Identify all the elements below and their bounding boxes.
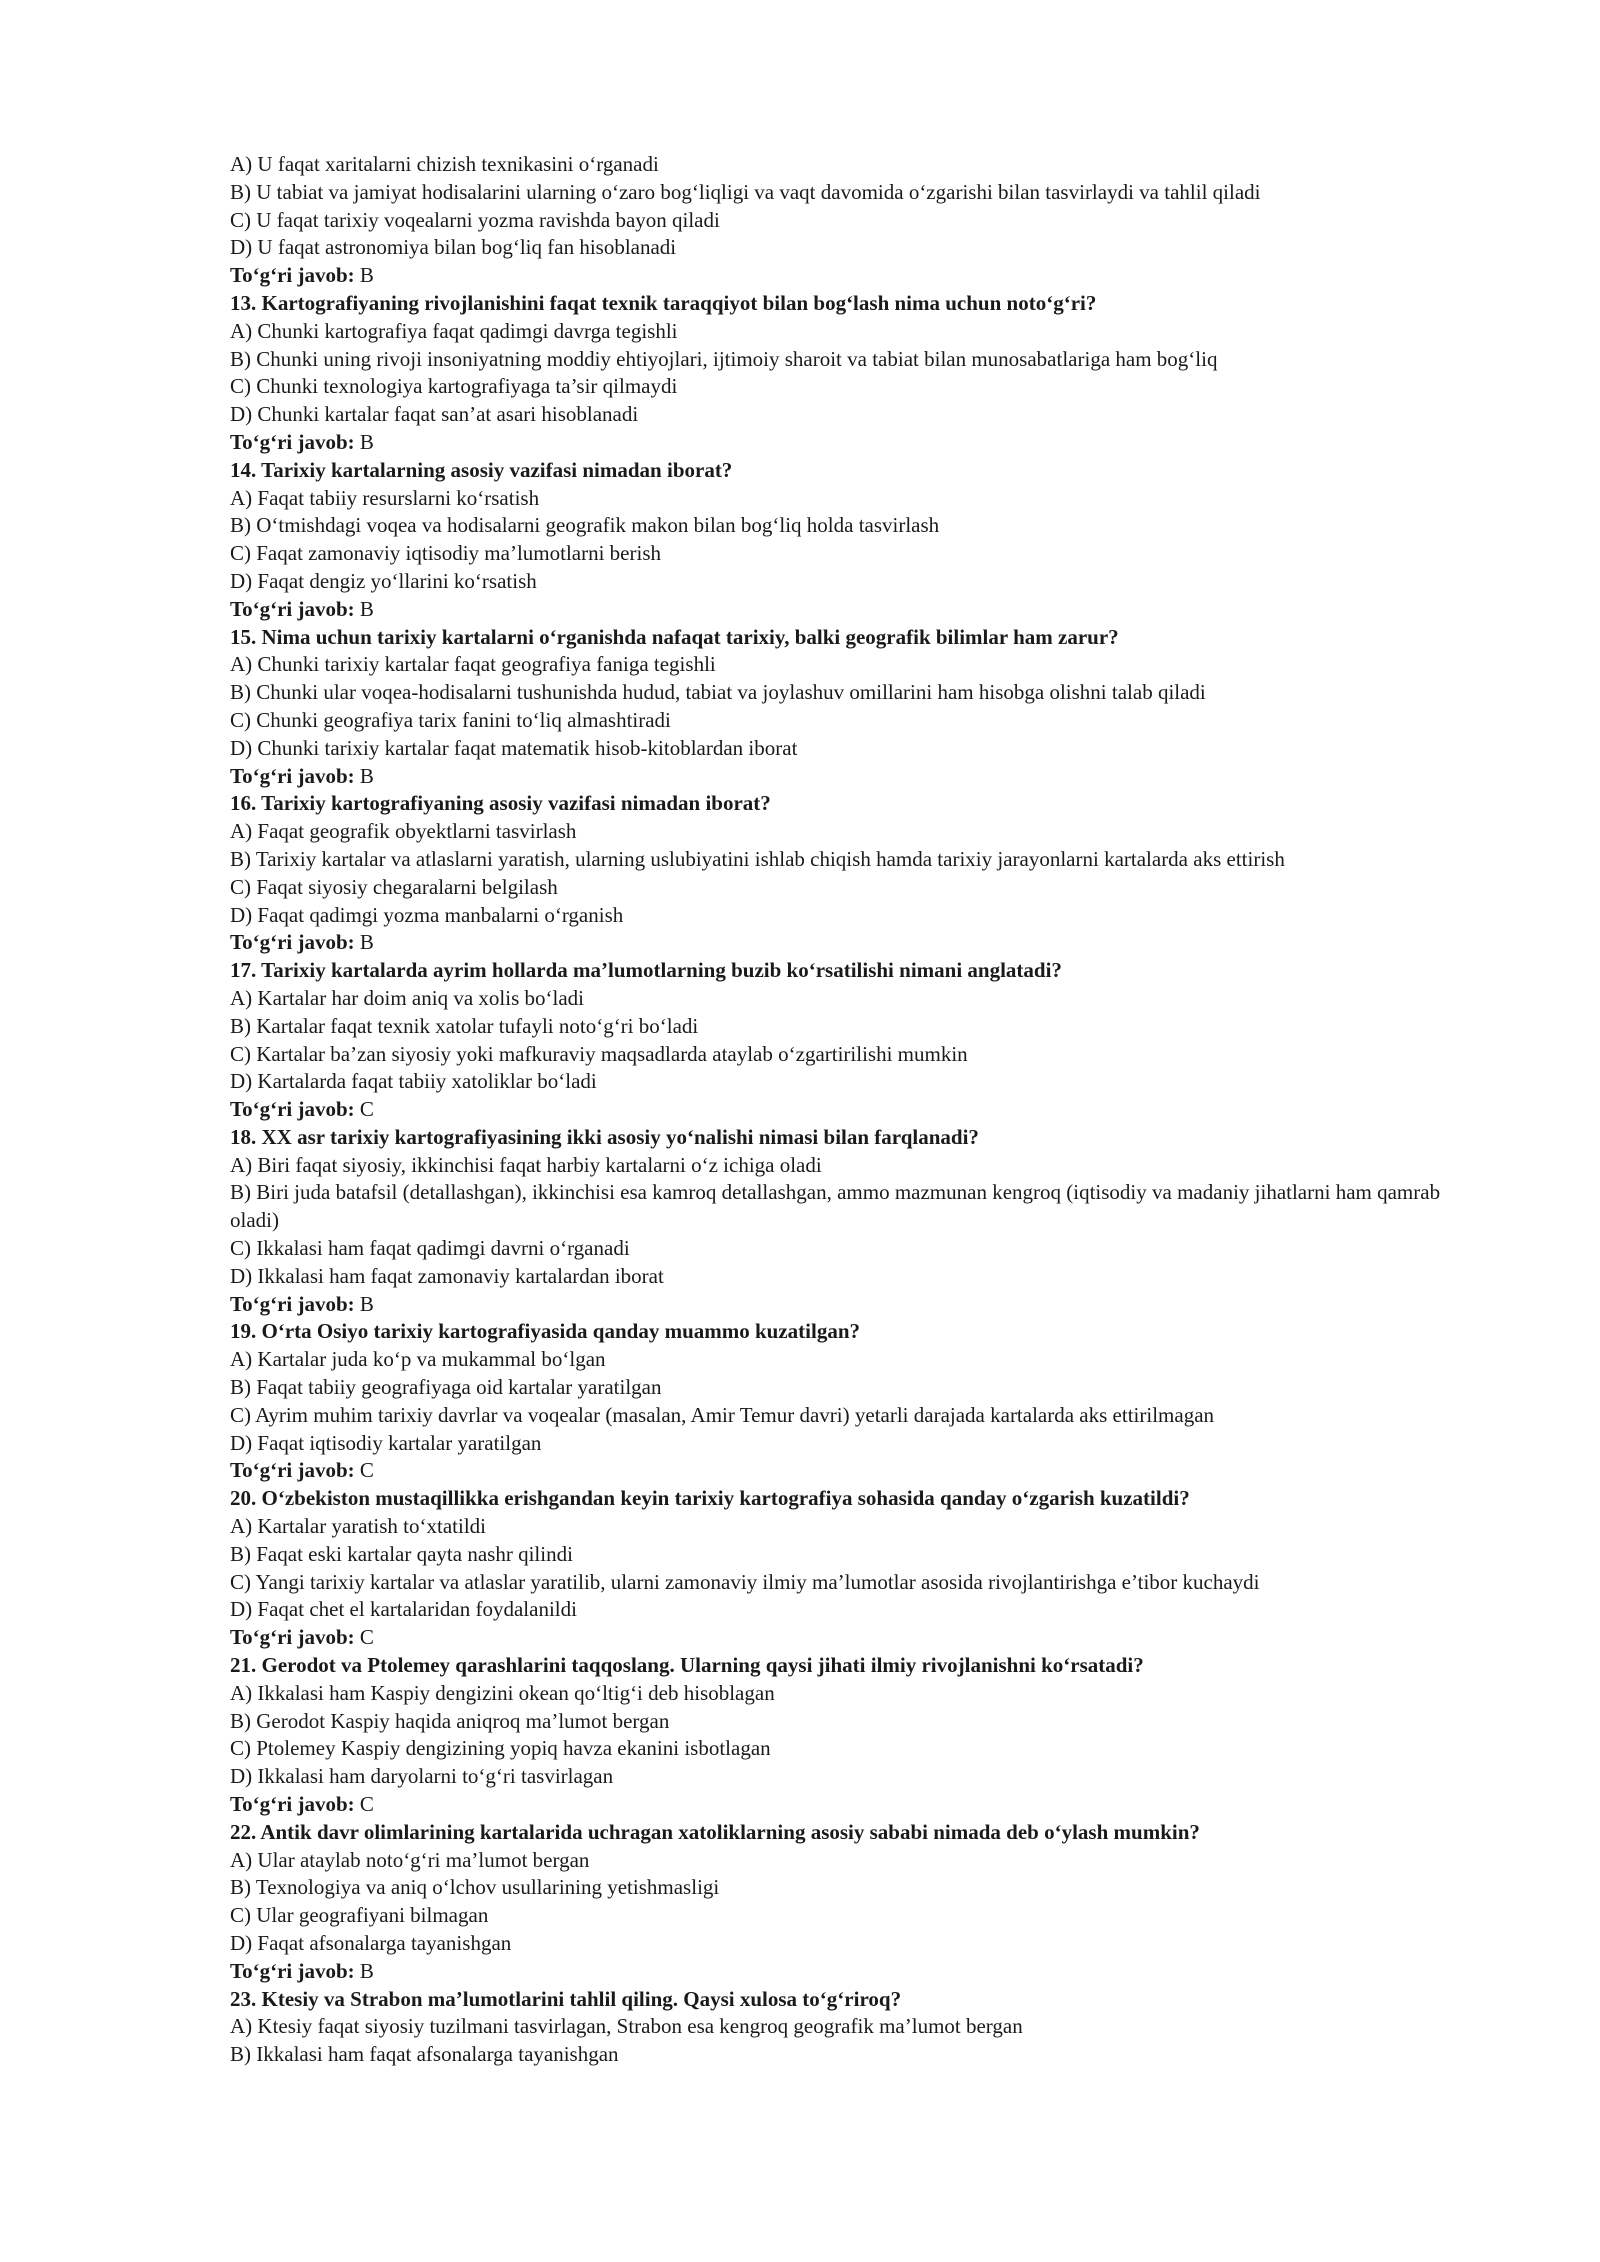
correct-answer [230,1096,1470,1124]
question-text: 20. O‘zbekiston mustaqillikka erishgandan keyin tarixiy kartografiya sohasida qanday o‘zgarish kuzatildi? [230,1486,1190,1511]
answer-option: D) Kartalarda faqat tabiiy xatoliklar bo‘ladi [230,1069,597,1094]
answer-option: D) Faqat dengiz yo‘llarini ko‘rsatish [230,568,537,593]
correct-answer-label: To‘g‘ri javob: [230,1097,355,1122]
correct-answer-label: To‘g‘ri javob: [230,1625,355,1650]
correct-answer-value: C [354,1097,374,1122]
answer-option: A) Faqat tabiiy resurslarni ko‘rsatish [230,485,540,510]
correct-answer [230,429,1470,457]
correct-answer-label: To‘g‘ri javob: [230,930,355,955]
answer-option: C) Ayrim muhim tarixiy davrlar va voqealar (masalan, Amir Temur davri) yetarli darajada kartalarda aks ettirilmagan [230,1402,1215,1427]
correct-answer-label: To‘g‘ri javob: [230,1291,355,1316]
question-text: 13. Kartografiyaning rivojlanishini faqat texnik taraqqiyot bilan bog‘lash nima uchun noto‘g‘ri? [230,290,1097,315]
correct-answer-value: C [354,1625,374,1650]
answer-option: A) Kartalar har doim aniq va xolis bo‘ladi [230,985,584,1010]
correct-answer-label: To‘g‘ri javob: [230,596,355,621]
answer-option: B) O‘tmishdagi voqea va hodisalarni geografik makon bilan bog‘liq holda tasvirlash [230,513,940,538]
question-text: 15. Nima uchun tarixiy kartalarni o‘rganishda nafaqat tarixiy, balki geografik bilimlar ham zarur? [230,624,1119,649]
answer-option: C) Ikkalasi ham faqat qadimgi davrni o‘rganadi [230,1236,630,1261]
correct-answer [230,1624,1470,1652]
correct-answer-value: C [354,1792,374,1817]
correct-answer-label: To‘g‘ri javob: [230,429,355,454]
answer-option: D) Faqat afsonalarga tayanishgan [230,1931,512,1955]
answer-option: B) U tabiat va jamiyat hodisalarini ularning o‘zaro bog‘liqligi va vaqt davomida o‘zgarishi bilan tasvirlaydi va tahlil qiladi [230,179,1261,204]
answer-option: A) Chunki kartografiya faqat qadimgi davrga tegishli [230,318,678,343]
correct-answer [230,1291,1470,1319]
correct-answer-value: B [354,930,374,955]
question-text: 22. Antik davr olimlarining kartalarida uchragan xatoliklarning asosiy sababi nimada deb o‘ylash mumkin? [230,1819,1200,1844]
answer-option: A) Ktesiy faqat siyosiy tuzilmani tasvirlagan, Strabon esa kengroq geografik ma’lumot bergan [230,2014,1023,2039]
correct-answer-value: B [354,429,374,454]
answer-option: A) Faqat geografik obyektlarni tasvirlash [230,819,577,844]
answer-option: D) Chunki kartalar faqat san’at asari hisoblanadi [230,402,639,427]
answer-option: B) Biri juda batafsil (detallashgan), ikkinchisi esa kamroq detallashgan, ammo mazmunan kengroq (iqtisodiy va madaniy jihatlarni ham qamrab oladi) [230,1180,1441,1233]
correct-answer [230,763,1470,791]
answer-option: D) Faqat qadimgi yozma manbalarni o‘rganish [230,902,624,927]
answer-option: C) Faqat siyosiy chegaralarni belgilash [230,874,558,899]
answer-option: C) Faqat zamonaviy iqtisodiy ma’lumotlarni berish [230,541,662,566]
correct-answer [230,262,1470,290]
correct-answer-value: B [354,263,374,288]
answer-option: B) Faqat eski kartalar qayta nashr qilindi [230,1541,573,1566]
answer-option: A) U faqat xaritalarni chizish texnikasini o‘rganadi [230,152,659,176]
answer-option: C) Ptolemey Kaspiy dengizining yopiq havza ekanini isbotlagan [230,1736,771,1761]
answer-option: B) Chunki ular voqea-hodisalarni tushunishda hudud, tabiat va joylashuv omillarini ham hisobga olishni talab qiladi [230,680,1206,705]
answer-option: B) Kartalar faqat texnik xatolar tufayli noto‘g‘ri bo‘ladi [230,1013,699,1038]
correct-answer-value: B [354,763,374,788]
answer-option: B) Faqat tabiiy geografiyaga oid kartalar yaratilgan [230,1375,662,1400]
answer-option: A) Ikkalasi ham Kaspiy dengizini okean qo‘ltig‘i deb hisoblagan [230,1680,775,1705]
answer-option: A) Kartalar juda ko‘p va mukammal bo‘lgan [230,1347,606,1372]
correct-answer [230,596,1470,624]
correct-answer [230,1958,1470,1986]
answer-option: C) U faqat tarixiy voqealarni yozma ravishda bayon qiladi [230,207,720,232]
question-text: 17. Tarixiy kartalarda ayrim hollarda ma’lumotlarning buzib ko‘rsatilishi nimani anglatadi? [230,958,1062,983]
correct-answer-value: B [354,596,374,621]
question-text: 18. XX asr tarixiy kartografiyasining ikki asosiy yo‘nalishi nimasi bilan farqlanadi? [230,1124,979,1149]
question-text: 14. Tarixiy kartalarning asosiy vazifasi nimadan iborat? [230,457,733,482]
correct-answer-value: B [354,1958,374,1983]
answer-option: B) Tarixiy kartalar va atlaslarni yaratish, ularning uslubiyatini ishlab chiqish hamda tarixiy jarayonlarni kartalarda aks ettirish [230,846,1285,871]
answer-option: D) Chunki tarixiy kartalar faqat matematik hisob-kitoblardan iborat [230,735,798,760]
correct-answer [230,1457,1470,1485]
answer-option: A) Chunki tarixiy kartalar faqat geografiya faniga tegishli [230,652,716,677]
question-text: 19. O‘rta Osiyo tarixiy kartografiyasida qanday muammo kuzatilgan? [230,1319,861,1344]
correct-answer-label: To‘g‘ri javob: [230,1958,355,1983]
correct-answer-value: C [354,1458,374,1483]
answer-option: C) Yangi tarixiy kartalar va atlaslar yaratilib, ularni zamonaviy ilmiy ma’lumotlar asosida rivojlantirishga e’tibor kuchaydi [230,1569,1260,1594]
answer-option: B) Chunki uning rivoji insoniyatning moddiy ehtiyojlari, ijtimoiy sharoit va tabiat bilan munosabatlariga ham bog‘liq [230,346,1218,371]
answer-option: B) Ikkalasi ham faqat afsonalarga tayanishgan [230,2042,619,2067]
answer-option: A) Kartalar yaratish to‘xtatildi [230,1514,486,1539]
question-text: 16. Tarixiy kartografiyaning asosiy vazifasi nimadan iborat? [230,791,771,816]
document-page [230,151,1470,2069]
correct-answer-label: To‘g‘ri javob: [230,763,355,788]
answer-option: D) Ikkalasi ham daryolarni to‘g‘ri tasvirlagan [230,1764,614,1789]
correct-answer [230,1791,1470,1819]
answer-option: A) Biri faqat siyosiy, ikkinchisi faqat harbiy kartalarni o‘z ichiga oladi [230,1152,822,1177]
answer-option: D) U faqat astronomiya bilan bog‘liq fan hisoblanadi [230,235,677,260]
answer-option: C) Kartalar ba’zan siyosiy yoki mafkuraviy maqsadlarda ataylab o‘zgartirilishi mumkin [230,1041,968,1066]
answer-option: C) Ular geografiyani bilmagan [230,1903,489,1928]
question-text: 23. Ktesiy va Strabon ma’lumotlarini tahlil qiling. Qaysi xulosa to‘g‘riroq? [230,1986,902,2011]
answer-option: D) Faqat iqtisodiy kartalar yaratilgan [230,1430,542,1455]
correct-answer [230,929,1470,957]
answer-option: B) Gerodot Kaspiy haqida aniqroq ma’lumot bergan [230,1708,670,1733]
answer-option: C) Chunki texnologiya kartografiyaga ta’sir qilmaydi [230,374,678,399]
correct-answer-label: To‘g‘ri javob: [230,1792,355,1817]
answer-option: A) Ular ataylab noto‘g‘ri ma’lumot bergan [230,1847,590,1872]
answer-option: D) Ikkalasi ham faqat zamonaviy kartalardan iborat [230,1263,664,1288]
correct-answer-value: B [354,1291,374,1316]
answer-option: D) Faqat chet el kartalaridan foydalanildi [230,1597,577,1622]
answer-option: C) Chunki geografiya tarix fanini to‘liq almashtiradi [230,707,671,732]
answer-option: B) Texnologiya va aniq o‘lchov usullarining yetishmasligi [230,1875,720,1900]
question-text: 21. Gerodot va Ptolemey qarashlarini taqqoslang. Ularning qaysi jihati ilmiy rivojlanishni ko‘rsatadi? [230,1653,1144,1678]
correct-answer-label: To‘g‘ri javob: [230,1458,355,1483]
correct-answer-label: To‘g‘ri javob: [230,263,355,288]
